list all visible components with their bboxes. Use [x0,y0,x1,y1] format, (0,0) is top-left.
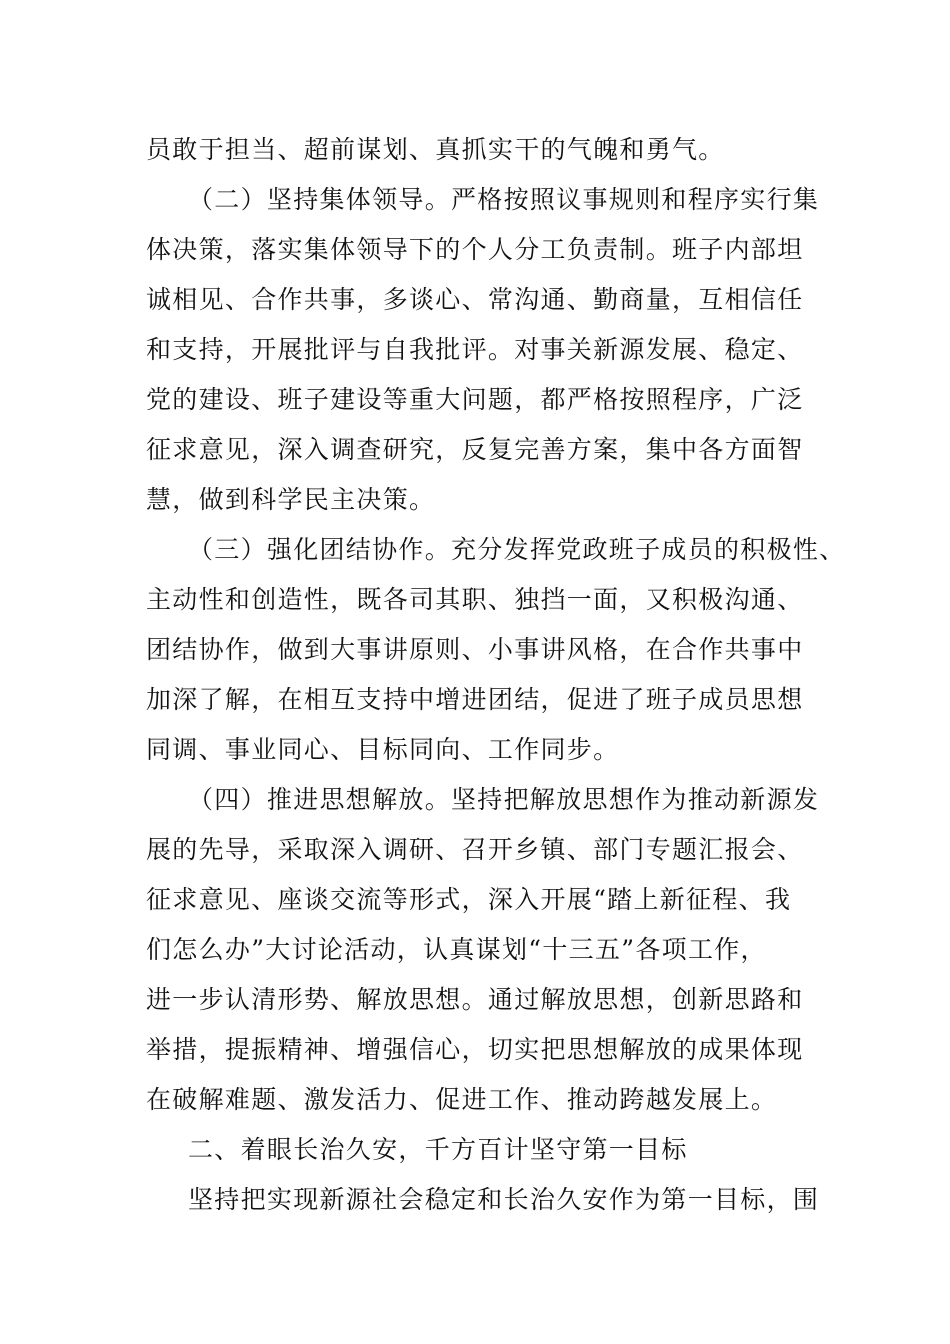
paragraph-heading-line: （二）坚持集体领导。严格按照议事规则和程序实行集 [188,185,820,214]
text-line: 同调、事业同心、目标同向、工作同步。 [146,735,620,764]
text-line: 团结协作，做到大事讲原则、小事讲风格，在合作共事中 [146,635,804,664]
text-line: 和支持，开展批评与自我批评。对事关新源发展、稳定、 [146,335,804,364]
text-line: 征求意见、座谈交流等形式，深入开展“踏上新征程、我 [146,885,792,914]
text-line: 党的建设、班子建设等重大问题，都严格按照程序，广泛 [146,385,804,414]
text-line: 员敢于担当、超前谋划、真抓实干的气魄和勇气。 [146,135,725,164]
text-line: 慧，做到科学民主决策。 [146,485,436,514]
text-line: 体决策，落实集体领导下的个人分工负责制。班子内部坦 [146,235,804,264]
text-line: 坚持把实现新源社会稳定和长治久安作为第一目标，围 [188,1185,820,1214]
text-line: 加深了解，在相互支持中增进团结，促进了班子成员思想 [146,685,804,714]
text-line: 诚相见、合作共事，多谈心、常沟通、勤商量，互相信任 [146,285,804,314]
text-line: 主动性和创造性，既各司其职、独挡一面，又积极沟通、 [146,585,804,614]
text-line: 在破解难题、激发活力、促进工作、推动跨越发展上。 [146,1085,778,1114]
text-line: 举措，提振精神、增强信心，切实把思想解放的成果体现 [146,1035,804,1064]
paragraph-heading-line: （三）强化团结协作。充分发挥党政班子成员的积极性、 [188,535,846,564]
paragraph-heading-line: （四）推进思想解放。坚持把解放思想作为推动新源发 [188,785,820,814]
text-line: 征求意见，深入调查研究，反复完善方案，集中各方面智 [146,435,804,464]
text-line: 们怎么办”大讨论活动，认真谋划“十三五”各项工作， [146,935,767,964]
text-line: 进一步认清形势、解放思想。通过解放思想，创新思路和 [146,985,804,1014]
section-heading: 二、着眼长治久安，千方百计坚守第一目标 [188,1135,688,1164]
text-line: 展的先导，采取深入调研、召开乡镇、部门专题汇报会、 [146,835,804,864]
